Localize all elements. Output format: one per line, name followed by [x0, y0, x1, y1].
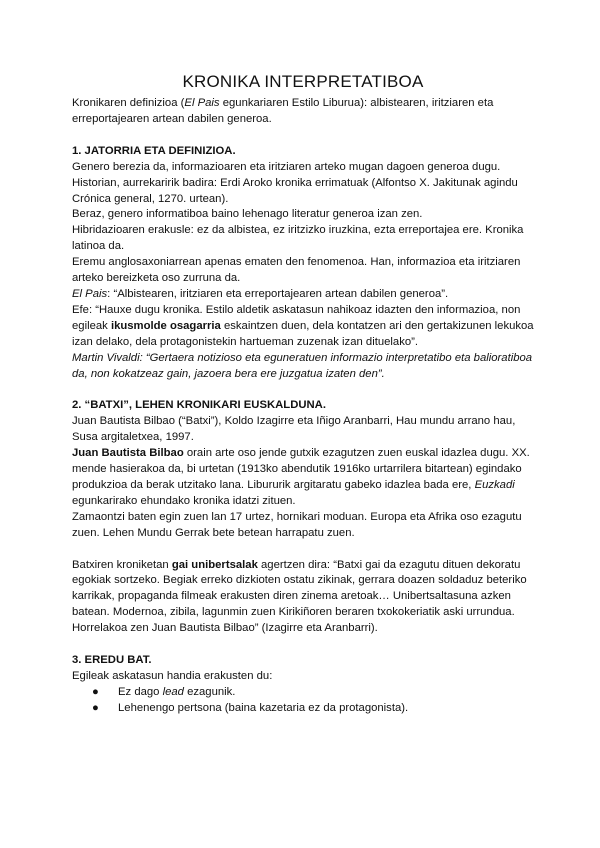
paragraph: Genero berezia da, informazioaren eta iritziaren arteko mugan dagoen generoa dugu. [72, 160, 501, 173]
paragraph: Egileak askatasun handia erakusten du: [72, 670, 273, 682]
paragraph: Historian, aurrekaririk badira: Erdi Aroko kronika errimatuak (Alfontso X. Jakitunak agindu Crónica general, 1270. urtean). [72, 176, 518, 205]
paragraph: Juan Bautista Bilbao (“Batxi”), Koldo Izagirre eta Iñigo Aranbarri, Hau mundu arrano hau, Susa argitaletxea, 1997. [72, 415, 516, 444]
paragraph: Beraz, genero informatiboa baino lehenago literatur generoa izan zen. [72, 208, 423, 221]
efe-quote: Efe: “Hauxe dugu kronika. Estilo aldetik askatasun nahikoaz idazten den informazioa, non egileak ikusmolde osagarria eskaintzen duen, dela kontatzen ari den gertakizunen lekukoa izan delako, dela protagonistekin hartueman zuzenak izan dituelako”. [72, 303, 534, 348]
list-item: ● Ez dago lead ezagunik. [110, 685, 534, 701]
list-item: ● Lehenengo pertsona (baina kazetaria ez da protagonista). [110, 701, 534, 717]
paragraph: Hibridazioaren erakusle: ez da albistea, ez iritzizko iruzkina, ezta erreportajea ere. Kronika latinoa da. [72, 224, 524, 253]
section-1-heading: 1. JATORRIA ETA DEFINIZIOA. [72, 144, 236, 157]
vivaldi-quote: Martin Vivaldi: “Gertaera notizioso eta eguneratuen informazio interpretatibo eta balioratiboa da, non kokatzeaz gain, jazoera bera ere juzgatua izaten den”. [72, 351, 533, 380]
intro-paragraph: Kronikaren definizioa (El Pais egunkariaren Estilo Liburua): albistearen, iritziaren eta erreportajearen artean dabilen generoa. [72, 97, 494, 125]
paragraph: Batxiren kroniketan gai unibertsalak agertzen dira: “Batxi gai da ezagutu dituen dekoratu egokiak sortzeko. Begiak erreko dizkioten ostatu zikinak, gerrara doazen soldaduz beteriko karrikak, propaganda filmeak erakusten diren zinema aretoak… Unibertsaltasuna azken batean. Modernoa, zibila, lagunmin zuen Kirikiñoren beraren txokokeriatik aski urrundua. Horrelakoa zen Juan Bautista Bilbao” (Izagirre eta Aranbarri). [72, 558, 527, 635]
source-name: El Pais [184, 97, 220, 109]
document-title: KRONIKA INTERPRETATIBOA [182, 72, 424, 91]
document-page [72, 72, 534, 717]
bullet-icon: ● [92, 701, 99, 714]
bullet-list [72, 685, 534, 717]
section-2-heading: 2. “BATXI”, LEHEN KRONIKARI EUSKALDUNA. [72, 399, 326, 412]
section-3-heading: 3. EREDU BAT. [72, 654, 152, 667]
paragraph: Zamaontzi baten egin zuen lan 17 urtez, hornikari moduan. Europa eta Afrika oso ezagutu zuen. Lehen Mundu Gerrak bete betean harrapatu zuen. [72, 510, 522, 539]
paragraph: Eremu anglosaxoniarrean apenas ematen den fenomenoa. Han, informazioa eta iritziaren arteko bereizketa oso zurruna da. [72, 256, 521, 285]
bullet-icon: ● [92, 685, 99, 698]
paragraph: El Pais: “Albistearen, iritziaren eta erreportajearen artean dabilen generoa”. [72, 287, 449, 300]
paragraph: Juan Bautista Bilbao orain arte oso jende gutxik ezagutzen zuen euskal idazlea dugu. XX. mende hasierakoa da, bi urtetan (1913ko abendutik 1916ko urtarrilera bitartean) egindako produkzioa da berak utzitako lana. Libururik argitaratu gabeko idazlea bada ere, Euzkadi egunkarirako ehundako kronika idatzi zituen. [72, 447, 530, 507]
